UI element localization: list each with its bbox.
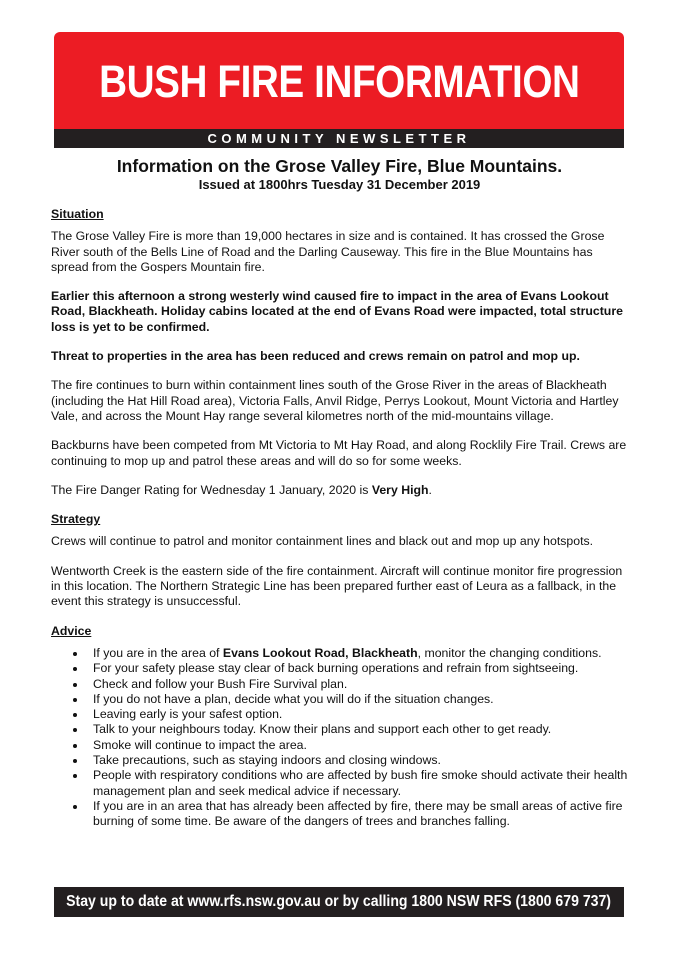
situation-paragraph-4: The fire continues to burn within containment lines south of the Grose River in the areas of Blackheath (including the Hat Hill Road area), Victoria Falls, Anvil Ridge, Perrys Lookout, Mount Victoria and Hartley Vale, and across the Mount Hay range several kilometres north of the mid-mountains village. xyxy=(51,378,619,423)
situation-paragraph-5: Backburns have been competed from Mt Victoria to Mt Hay Road, and along Rocklily Fire Trail. Crews are continuing to mop up and patrol these areas and will do so for some weeks. xyxy=(51,438,627,468)
issued-date: Issued at 1800hrs Tuesday 31 December 2019 xyxy=(198,177,481,192)
advice-list xyxy=(51,646,629,830)
advice-item: Leaving early is your safest option. xyxy=(51,707,629,722)
footer-contact-text: Stay up to date at www.rfs.nsw.gov.au or by calling 1800 NSW RFS (1800 679 737) xyxy=(66,893,612,910)
advice-item-1-location: Evans Lookout Road, Blackheath xyxy=(222,645,418,660)
fire-danger-suffix: . xyxy=(428,482,432,497)
situation-heading: Situation xyxy=(51,207,104,221)
advice-item: For your safety please stay clear of back burning operations and refrain from sightseeing. xyxy=(51,661,629,676)
advice-item: If you do not have a plan, decide what you will do if the situation changes. xyxy=(51,692,629,707)
advice-item-1-prefix: If you are in the area of xyxy=(93,645,223,660)
advice-item: Check and follow your Bush Fire Survival plan. xyxy=(51,677,629,692)
strategy-heading: Strategy xyxy=(51,512,101,527)
strategy-paragraph-2: Wentworth Creek is the eastern side of the fire containment. Aircraft will continue monitor fire progression in this location. The Northern Strategic Line has been prepared further east of Leura as a fallback, in the event this strategy is unsuccessful. xyxy=(51,563,623,609)
newsletter-subtitle: COMMUNITY NEWSLETTER xyxy=(207,131,471,146)
situation-paragraph-2: Earlier this afternoon a strong westerly wind caused fire to impact in the area of Evans Lookout Road, Blackheath. Holiday cabins located at the end of Evans Road were impacted, total structure loss is yet to be confirmed. xyxy=(51,289,623,334)
fire-danger-prefix: The Fire Danger Rating for Wednesday 1 January, 2020 is xyxy=(51,482,372,497)
header-banner xyxy=(54,32,624,129)
advice-item: Talk to your neighbours today. Know their plans and support each other to get ready. xyxy=(51,722,629,737)
fire-danger-rating xyxy=(51,483,629,498)
situation-paragraph-1: The Grose Valley Fire is more than 19,000 hectares in size and is contained. It has crossed the Grose River south of the Bells Line of Road and the Darling Causeway. This fire in the Blue Mountains has spread from the Gospers Mountain fire. xyxy=(51,229,605,274)
advice-item xyxy=(51,646,629,661)
advice-item: Smoke will continue to impact the area. xyxy=(51,738,629,753)
advice-heading: Advice xyxy=(51,623,92,638)
fire-danger-level: Very High xyxy=(371,482,429,497)
advice-item: Take precautions, such as staying indoors and closing windows. xyxy=(51,753,629,768)
footer-bar xyxy=(54,887,624,917)
advice-item-1-suffix: , monitor the changing conditions. xyxy=(417,645,602,660)
strategy-paragraph-1: Crews will continue to patrol and monitor containment lines and black out and mop up any hotspots. xyxy=(51,534,594,549)
newsletter-body xyxy=(51,207,629,830)
header-title: BUSH FIRE INFORMATION xyxy=(98,55,580,107)
advice-item: If you are in an area that has already been affected by fire, there may be small areas of active fire burning of some time. Be aware of the dangers of trees and branches falling. xyxy=(51,799,629,830)
newsletter-bar xyxy=(54,129,624,148)
advice-item: People with respiratory conditions who are affected by bush fire smoke should activate their health management plan and seek medical advice if necessary. xyxy=(51,768,629,799)
situation-paragraph-3: Threat to properties in the area has been reduced and crews remain on patrol and mop up. xyxy=(51,349,580,364)
page-title: Information on the Grose Valley Fire, Blue Mountains. xyxy=(116,156,563,176)
